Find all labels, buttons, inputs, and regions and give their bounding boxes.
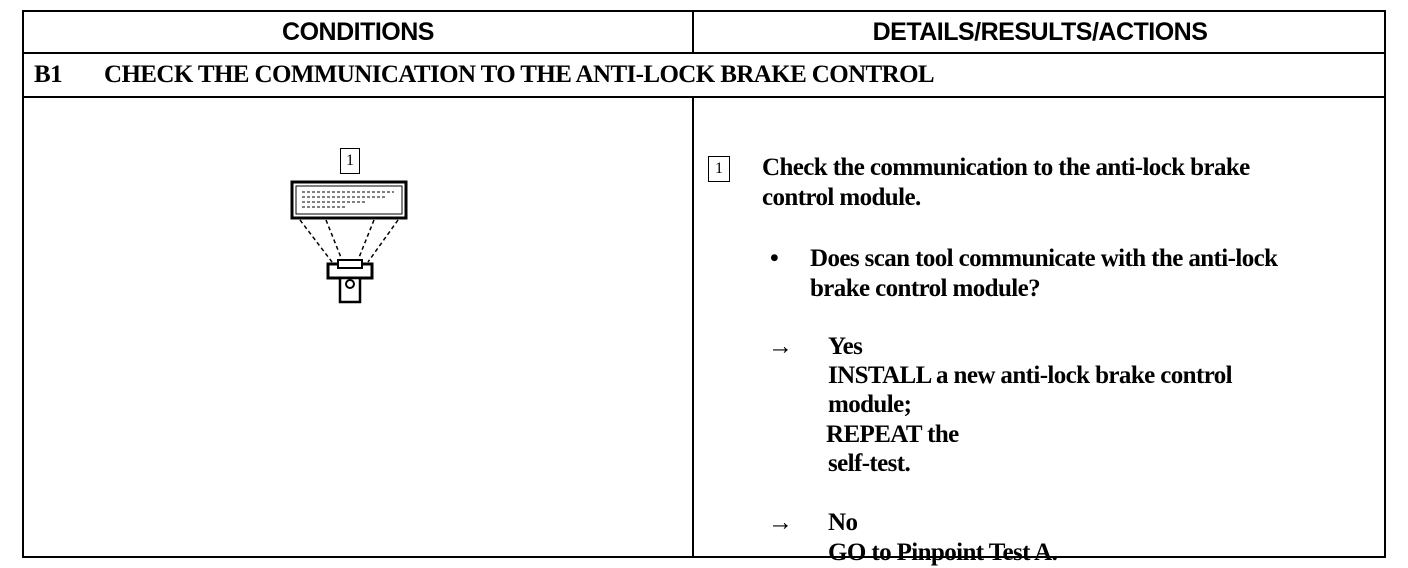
details-column (694, 98, 1384, 566)
instruction-line-1: Check the communication to the anti-lock brake (762, 154, 1250, 181)
conditions-header: CONDITIONS (24, 12, 694, 54)
no-action-line-1: GO to Pinpoint Test A. (828, 539, 1058, 566)
yes-action-line-2: module; (828, 391, 912, 418)
figure-label: 1 (340, 148, 360, 174)
yes-action-line-3: REPEAT the (826, 421, 959, 448)
yes-action-line-4: self-test. (828, 450, 911, 477)
question-line-2: brake control module? (810, 275, 1040, 302)
conditions-column (24, 98, 694, 556)
bullet: • (770, 245, 779, 272)
yes-action-line-1: INSTALL a new anti-lock brake control (828, 362, 1232, 389)
yes-arrow: → (768, 333, 793, 360)
step-title: CHECK THE COMMUNICATION TO THE ANTI-LOCK BRAKE CONTROL (104, 61, 935, 88)
step-id: B1 (34, 61, 63, 88)
no-arrow: → (768, 509, 793, 536)
step-title-row (24, 54, 1384, 98)
diagnostic-table (22, 10, 1386, 566)
no-label: No (828, 509, 858, 536)
step-number-box: 1 (708, 156, 730, 182)
yes-label: Yes (828, 333, 863, 360)
scan-tool-connected-to-connector-icon (286, 180, 416, 310)
instruction-line-2: control module. (762, 184, 921, 211)
details-header: DETAILS/RESULTS/ACTIONS (694, 12, 1386, 54)
question-line-1: Does scan tool communicate with the anti-lock (810, 245, 1278, 272)
